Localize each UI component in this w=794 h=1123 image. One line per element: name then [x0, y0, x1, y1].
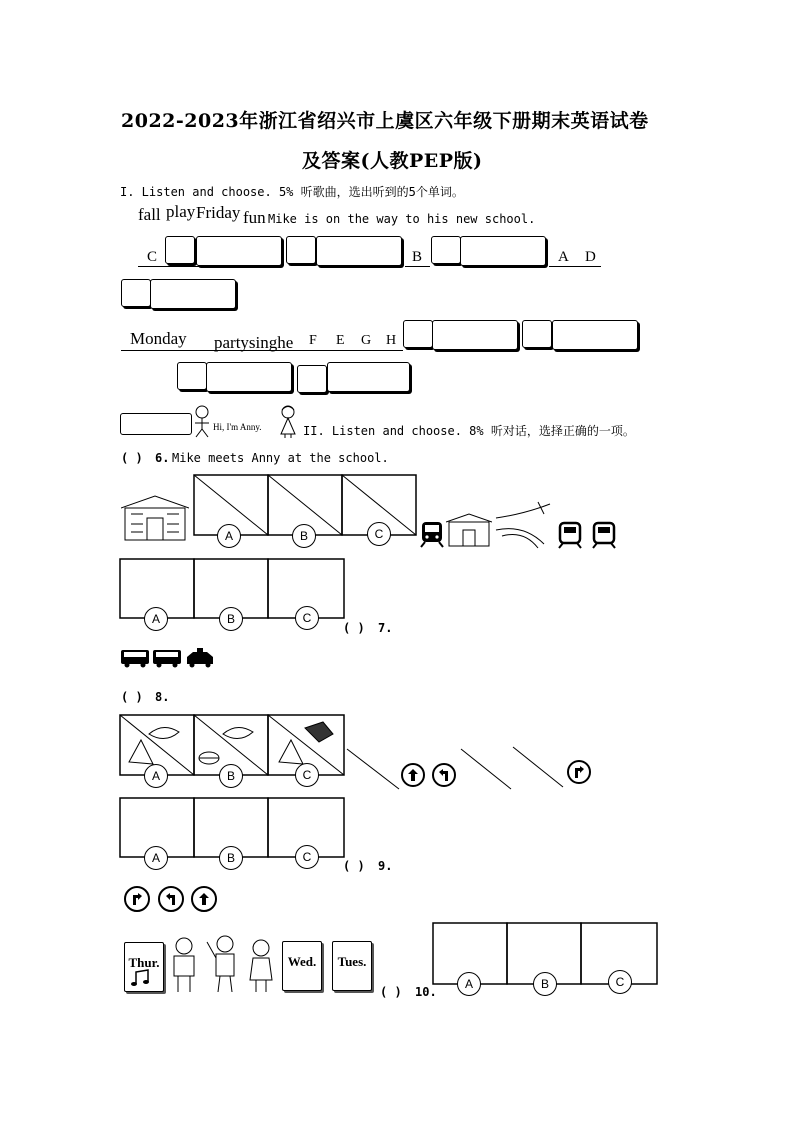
speech-text: Hi, I'm Anny.: [213, 422, 262, 432]
diagonal-lines: [345, 745, 575, 793]
section2-instruction: II. Listen and choose. 8% 听对话，选择正确的一项。: [303, 424, 635, 438]
word-box: [327, 362, 410, 392]
word-box: [552, 320, 638, 350]
q7-option-a[interactable]: A: [144, 607, 168, 631]
letter-g: G: [361, 333, 372, 348]
word-fun: fun: [243, 208, 266, 227]
q7-option-c[interactable]: C: [295, 606, 319, 630]
calendar-tuesday: Tues.: [332, 941, 372, 991]
word-fall: fall: [138, 205, 161, 224]
word-monday: Monday: [130, 329, 187, 348]
q6-number: 6.: [155, 451, 170, 465]
train-icon: [557, 521, 583, 549]
q9-option-a[interactable]: A: [144, 846, 168, 870]
q10-option-b[interactable]: B: [533, 972, 557, 996]
q7-number: 7.: [378, 621, 393, 635]
q9-option-b[interactable]: B: [219, 846, 243, 870]
page-title-line1: 2022-2023年浙江省绍兴市上虞区六年级下册期末英语试卷: [121, 110, 649, 132]
answer-box[interactable]: [177, 362, 207, 390]
q10-option-c[interactable]: C: [608, 970, 632, 994]
answer-box[interactable]: [286, 236, 316, 264]
word-box: [206, 362, 292, 392]
bus-taxi-icons: [120, 648, 216, 668]
q8-number: 8.: [155, 690, 170, 704]
arrow-turn-left-icon: [158, 886, 184, 912]
arrow-turn-right-icon: [124, 886, 150, 912]
word-box: [150, 279, 236, 309]
girl-figure-icon: [276, 404, 300, 438]
word-partysinghe: partysinghe: [214, 333, 294, 352]
song-lyric: Mike is on the way to his new school.: [268, 212, 536, 226]
section1-instruction: I. Listen and choose. 5% 听歌曲，选出听到的5个单词。: [120, 185, 464, 199]
word-box: [316, 236, 402, 266]
q8-option-a[interactable]: A: [144, 764, 168, 788]
word-play: play: [166, 202, 196, 221]
q8-option-c[interactable]: C: [295, 763, 319, 787]
q6-text: Mike meets Anny at the school.: [172, 451, 389, 465]
letter-f: F: [309, 333, 317, 348]
letter-d: D: [585, 249, 596, 265]
answer-box[interactable]: [522, 320, 552, 348]
answer-box[interactable]: [403, 320, 433, 348]
calendar-thursday: Thur.: [124, 942, 164, 992]
q8-paren[interactable]: ( ): [121, 690, 143, 704]
calendar-wednesday: Wed.: [282, 941, 322, 991]
answer-box[interactable]: [297, 365, 327, 393]
letter-c: C: [147, 249, 158, 265]
q6-option-a[interactable]: A: [217, 524, 241, 548]
q6-option-b[interactable]: B: [292, 524, 316, 548]
arrow-turn-left-icon: [432, 763, 456, 787]
answer-box[interactable]: [431, 236, 461, 264]
teacher-figure-icon: [205, 934, 245, 994]
answer-box[interactable]: [121, 279, 151, 307]
railway-track-icon: [494, 500, 552, 550]
letter-e: E: [336, 333, 345, 348]
school-icon: [446, 512, 492, 548]
subway-icon: [419, 520, 445, 548]
q10-option-a[interactable]: A: [457, 972, 481, 996]
q7-option-b[interactable]: B: [219, 607, 243, 631]
letter-b: B: [412, 249, 423, 265]
school-building-icon: [121, 494, 189, 544]
word-friday: Friday: [196, 203, 241, 222]
q10-paren[interactable]: ( ): [380, 985, 402, 999]
q10-number: 10.: [415, 985, 437, 999]
answer-box[interactable]: [165, 236, 195, 264]
boy-figure-icon: [190, 404, 214, 438]
q8-option-b[interactable]: B: [219, 764, 243, 788]
word-box: [432, 320, 518, 350]
letter-h: H: [386, 333, 397, 348]
letter-a: A: [558, 249, 569, 265]
answer-line: [405, 266, 430, 267]
speech-box: [120, 413, 192, 435]
arrow-turn-right-icon: [567, 760, 591, 784]
woman-figure-icon: [246, 938, 276, 994]
answer-line: [549, 266, 601, 267]
q9-paren[interactable]: ( ): [343, 859, 365, 873]
q9-option-c[interactable]: C: [295, 845, 319, 869]
word-box: [460, 236, 546, 266]
q9-number: 9.: [378, 859, 393, 873]
music-note-icon: [130, 968, 154, 988]
train-icon: [591, 521, 617, 549]
man-figure-icon: [166, 936, 202, 994]
q6-paren[interactable]: ( ): [121, 451, 143, 465]
answer-line: [138, 266, 283, 267]
q7-paren[interactable]: ( ): [343, 621, 365, 635]
arrow-straight-icon: [191, 886, 217, 912]
arrow-straight-icon: [401, 763, 425, 787]
page-title-line2: 及答案(人教PEP版): [302, 150, 483, 172]
q6-option-c[interactable]: C: [367, 522, 391, 546]
word-box: [196, 236, 282, 266]
